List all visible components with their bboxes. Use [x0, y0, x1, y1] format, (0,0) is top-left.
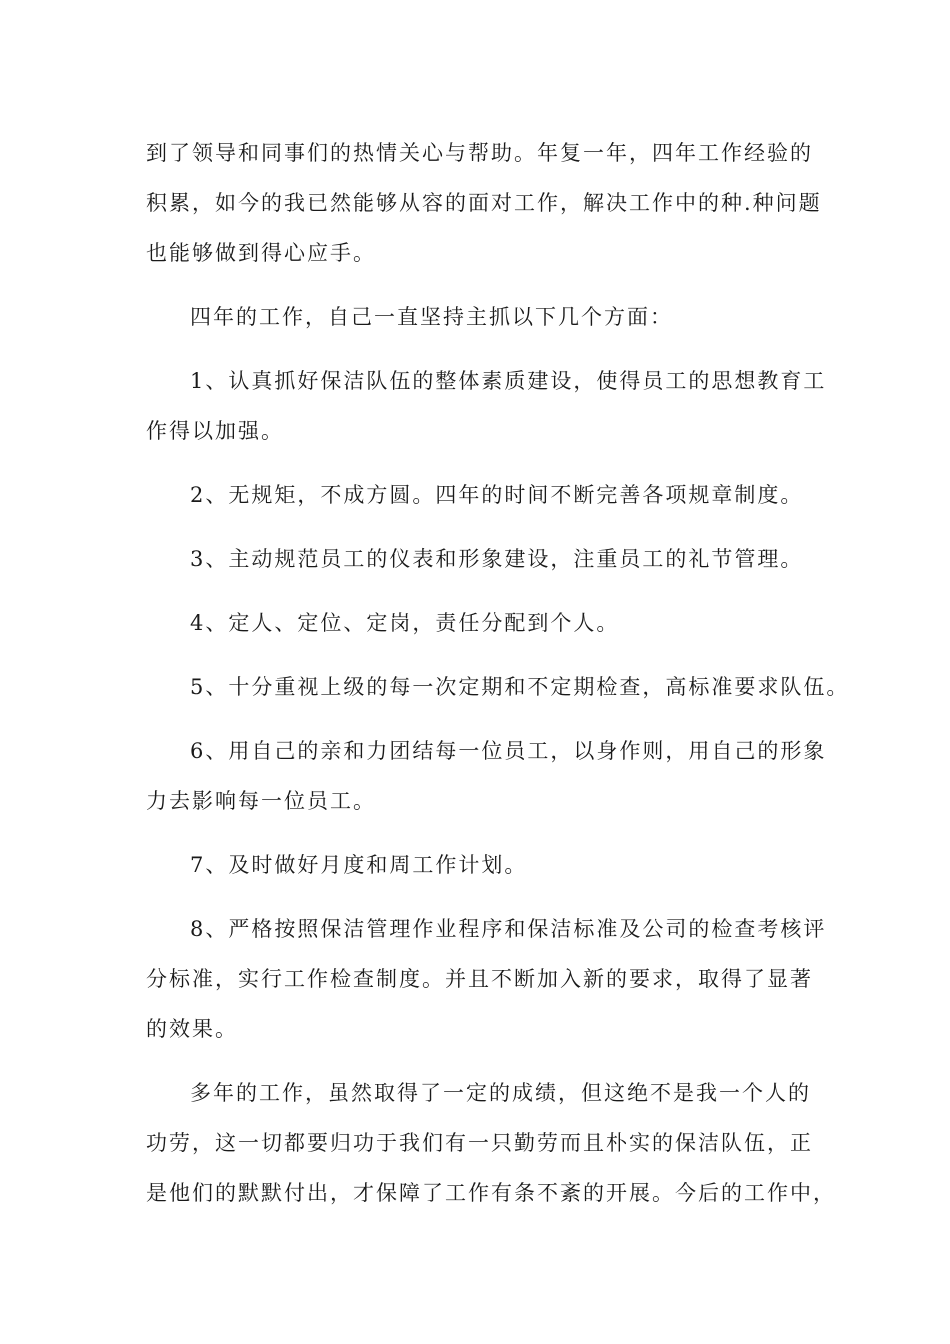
text-line: 四年的工作，自己一直坚持主抓以下几个方面：: [190, 305, 673, 329]
list-item-5: [146, 662, 850, 712]
text-line: 作得以加强。: [146, 419, 284, 443]
text-line: 到了领导和同事们的热情关心与帮助。年复一年，四年工作经验的: [146, 141, 813, 165]
list-item-6: [146, 726, 826, 826]
text-line: 多年的工作，虽然取得了一定的成绩，但这绝不是我一个人的: [190, 1081, 811, 1105]
list-item-2: [146, 470, 826, 520]
list-item-7: [146, 840, 826, 890]
text-line: 1、认真抓好保洁队伍的整体素质建设，使得员工的思想教育工: [190, 369, 827, 393]
list-item-4: [146, 598, 826, 648]
document-body: [146, 128, 850, 1218]
text-line: 的效果。: [146, 1017, 238, 1041]
text-line: 4、定人、定位、定岗，责任分配到个人。: [190, 611, 620, 635]
text-line: 7、及时做好月度和周工作计划。: [190, 853, 528, 877]
list-item-1: [146, 356, 826, 456]
list-item-8: [146, 904, 826, 1054]
paragraph-1: [146, 128, 826, 278]
text-line: 5、十分重视上级的每一次定期和不定期检查，高标准要求队伍。: [190, 675, 850, 699]
text-line: 3、主动规范员工的仪表和形象建设，注重员工的礼节管理。: [190, 547, 804, 571]
text-line: 功劳，这一切都要归功于我们有一只勤劳而且朴实的保洁队伍，正: [146, 1131, 813, 1155]
text-line: 也能够做到得心应手。: [146, 241, 376, 265]
list-item-3: [146, 534, 826, 584]
text-line: 分标准，实行工作检查制度。并且不断加入新的要求，取得了显著: [146, 967, 813, 991]
text-line: 8、严格按照保洁管理作业程序和保洁标准及公司的检查考核评: [190, 917, 827, 941]
text-line: 2、无规矩，不成方圆。四年的时间不断完善各项规章制度。: [190, 483, 804, 507]
paragraph-2: [146, 292, 826, 342]
text-line: 积累，如今的我已然能够从容的面对工作，解决工作中的种.种问题: [146, 191, 822, 215]
text-line: 力去影响每一位员工。: [146, 789, 376, 813]
paragraph-closing: [146, 1068, 836, 1218]
text-line: 是他们的默默付出，才保障了工作有条不紊的开展。今后的工作中，: [146, 1181, 836, 1205]
text-line: 6、用自己的亲和力团结每一位员工，以身作则，用自己的形象: [190, 739, 827, 763]
